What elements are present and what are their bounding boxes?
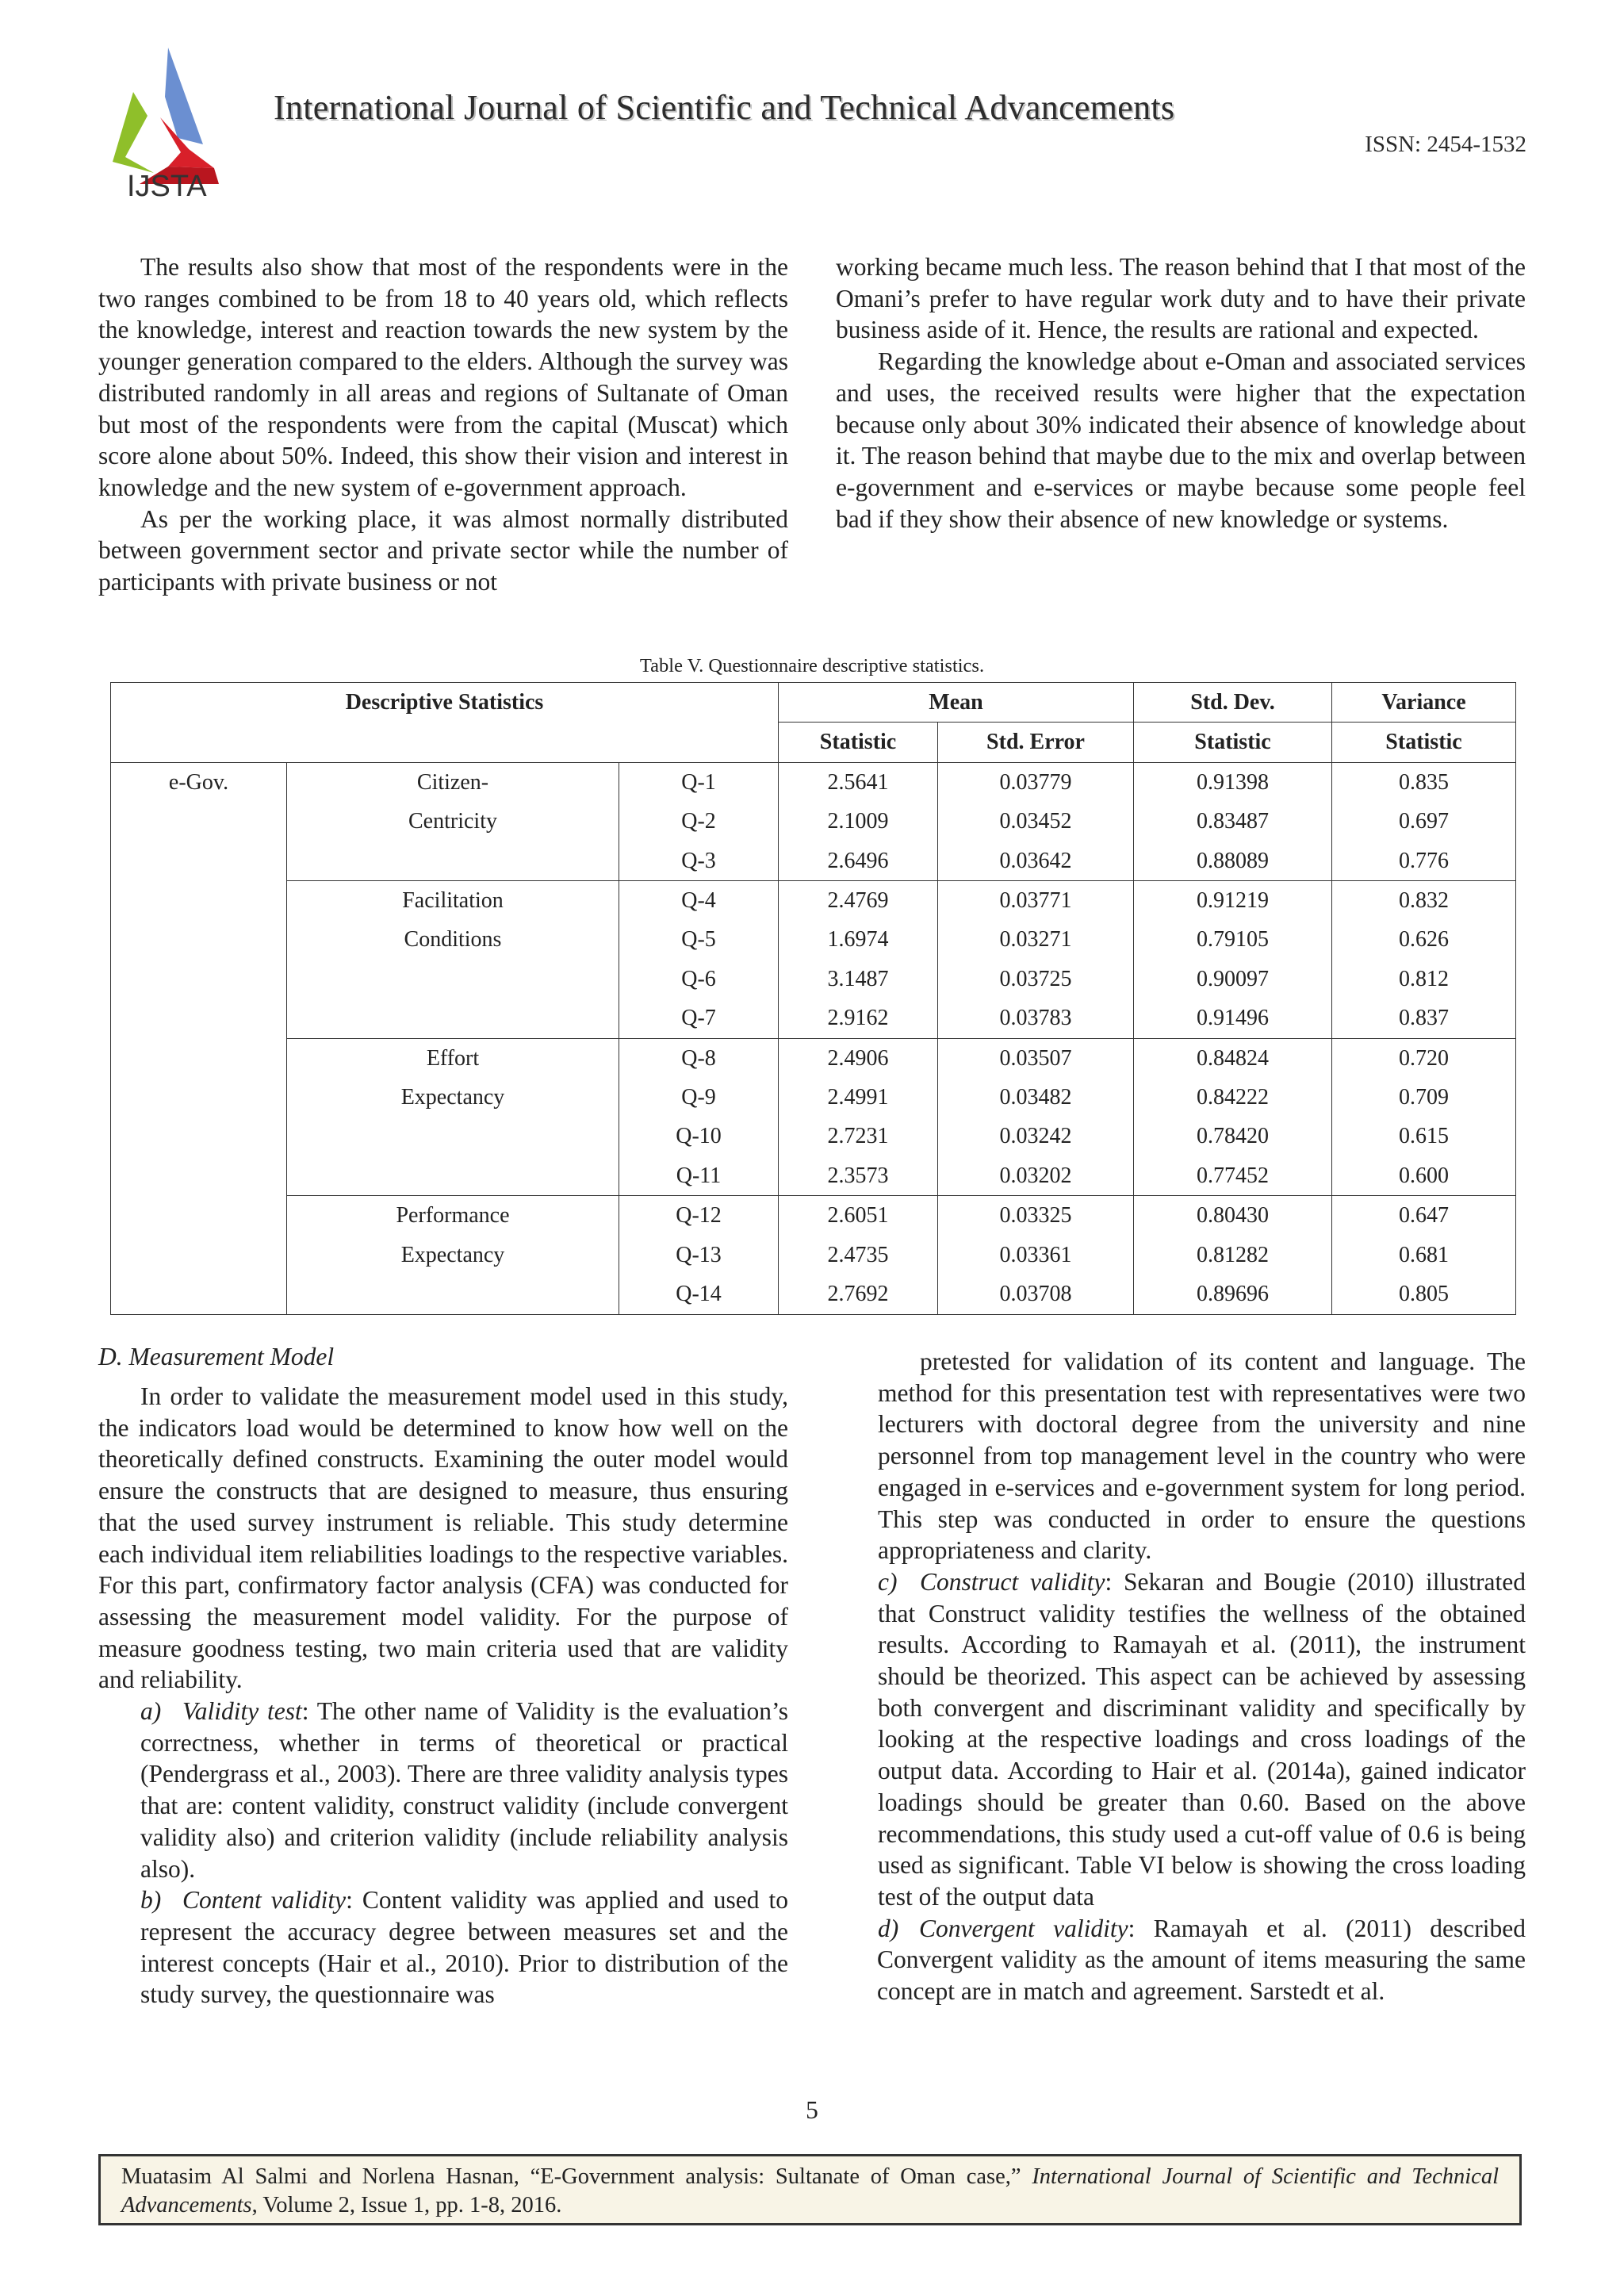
table-cell: 0.776 <box>1332 841 1516 881</box>
table-construct-cell <box>287 881 619 1039</box>
construct-name: Citizen- <box>416 769 489 795</box>
table-cell: 0.03507 <box>938 1038 1134 1078</box>
table-cell: 0.83487 <box>1134 802 1332 841</box>
list-item: a) Validity test: The other name of Validity is the evaluation’s correctness, whether in terms of theoretical or practical (Pendergrass et al., 2003). There are three validity analysis types that are: content validity, construct validity (include convergent validity also) and criterion validity (include reliability analysis also). <box>140 1697 789 1883</box>
table-cell: 0.681 <box>1332 1236 1516 1274</box>
paragraph: In order to validate the measurement model used in this study, the indicators load would be determined to know how well on the theoretically defined constructs. Examining the outer model would ensure the constructs that are designed to measure, thus ensuring that the used survey instrument is reliable. This study determine each individual item reliabilities loadings to the respective variables. For this part, confirmatory factor analysis (CFA) was conducted for assessing the measurement model validity. For the purpose of measure goodness testing, two main criteria used that are validity and reliability. <box>98 1382 788 1694</box>
table-cell: Q-13 <box>676 1242 722 1267</box>
table-cell: 0.03361 <box>938 1236 1134 1274</box>
descriptive-statistics-table <box>110 682 1516 1315</box>
construct-name: Expectancy <box>400 1085 505 1110</box>
table-cell: Q-5 <box>681 927 716 953</box>
table-header-mean: Mean <box>779 683 1134 723</box>
citation-footer: Muatasim Al Salmi and Norlena Hasnan, “E-Government analysis: Sultanate of Oman case,” International Journal of Scientific and Technical Advancements, Volume 2, Issue 1, pp. 1-8, 2016. <box>98 2154 1522 2225</box>
construct-name: Facilitation <box>402 888 504 914</box>
table-cell: 0.03202 <box>938 1156 1134 1196</box>
table-cell: 2.4769 <box>779 881 938 921</box>
table-cell: 0.720 <box>1332 1038 1516 1078</box>
table-cell: 0.84824 <box>1134 1038 1332 1078</box>
paragraph: As per the working place, it was almost normally distributed between government sector and private sector while the number of participants with private business or not <box>98 504 788 596</box>
intro-left-column <box>98 251 788 598</box>
table-cell: 0.647 <box>1332 1196 1516 1236</box>
construct-name: Expectancy <box>400 1242 505 1267</box>
table-cell: 2.9162 <box>779 999 938 1038</box>
table-caption: Table V. Questionnaire descriptive statistics. <box>639 655 985 677</box>
table-cell: 0.626 <box>1332 920 1516 959</box>
table-subheader: Statistic <box>779 723 938 762</box>
table-cell: 0.03242 <box>938 1117 1134 1156</box>
journal-title: International Journal of Scientific and Technical Advancements <box>274 88 1175 127</box>
table-cell: 1.6974 <box>779 920 938 959</box>
table-cell: 0.03642 <box>938 841 1134 881</box>
table-cell: 0.615 <box>1332 1117 1516 1156</box>
table-cell: 0.88089 <box>1134 841 1332 881</box>
table-header-descriptive: Descriptive Statistics <box>111 683 779 763</box>
table-cell: 0.03452 <box>938 802 1134 841</box>
table-cell: 2.1009 <box>779 802 938 841</box>
table-header-variance: Variance <box>1332 683 1516 723</box>
table-cell: Q-2 <box>681 809 716 834</box>
table-cell: 0.89696 <box>1134 1274 1332 1314</box>
table-cell: 0.91219 <box>1134 881 1332 921</box>
paragraph: working became much less. The reason behind that I that most of the Omani’s prefer to have regular work duty and to have their private business aside of it. Hence, the results are rational and expected. <box>836 253 1526 344</box>
table-cell: 2.3573 <box>779 1156 938 1196</box>
table-row <box>111 762 1516 802</box>
table-row <box>111 881 1516 921</box>
paragraph: Regarding the knowledge about e-Oman and associated services and uses, the received results were higher that the expectation because only about 30% indicated their absence of knowledge about it. The reason behind that maybe due to the mix and overlap between e-government and e-services or maybe because some people feel bad if they show their absence of new knowledge or systems. <box>836 347 1526 533</box>
table-cell: 0.600 <box>1332 1156 1516 1196</box>
table-subheader: Statistic <box>1332 723 1516 762</box>
issn: ISSN: 2454-1532 <box>1365 132 1526 157</box>
section-heading: D. Measurement Model <box>98 1343 335 1370</box>
table-cell: Q-9 <box>681 1085 716 1110</box>
page-number: 5 <box>806 2096 818 2124</box>
table-cell: Q-8 <box>619 1038 779 1078</box>
logo-text: IJSTA <box>127 170 207 203</box>
table-cell: Q-4 <box>619 881 779 921</box>
intro-right-column <box>836 251 1526 535</box>
table-cell: 2.6051 <box>779 1196 938 1236</box>
table-cell: 0.77452 <box>1134 1156 1332 1196</box>
table-cell: 0.837 <box>1332 999 1516 1038</box>
list-item-continued: pretested for validation of its content and language. The method for this presentation test with representatives were two lecturers with doctoral degree from the university and nine personnel from top management level in the country who were engaged in e-services and e-government system for long period. This step was conducted in order to ensure the questions appropriateness and clarity. <box>878 1347 1526 1565</box>
table-cell: 0.90097 <box>1134 960 1332 999</box>
table-cell: 0.805 <box>1332 1274 1516 1314</box>
table-cell: 0.709 <box>1332 1078 1516 1117</box>
section-left-column <box>98 1381 788 2010</box>
table-cell: Q-6 <box>681 966 716 991</box>
table-row <box>111 1196 1516 1236</box>
table-cell: 0.832 <box>1332 881 1516 921</box>
construct-name: Performance <box>396 1203 510 1228</box>
construct-name: Conditions <box>404 927 502 953</box>
table-cell: 0.03779 <box>938 762 1134 802</box>
table-cell: 2.7231 <box>779 1117 938 1156</box>
table-row <box>111 1038 1516 1078</box>
table-cell: 0.81282 <box>1134 1236 1332 1274</box>
table-cell: 0.812 <box>1332 960 1516 999</box>
table-cell: 0.697 <box>1332 802 1516 841</box>
table-cell: 0.78420 <box>1134 1117 1332 1156</box>
table-cell: 0.03708 <box>938 1274 1134 1314</box>
table-cell: 2.6496 <box>779 841 938 881</box>
table-cell: Q-10 <box>676 1124 722 1149</box>
table-cell: 2.4735 <box>779 1236 938 1274</box>
table-group-cell: e-Gov. <box>111 762 287 1314</box>
list-item: d) Convergent validity: Ramayah et al. (2011) described Convergent validity as the amount of items measuring the same concept are in match and agreement. Sarstedt et al. <box>877 1914 1526 2006</box>
table-body <box>111 762 1516 1314</box>
table-cell: 0.91496 <box>1134 999 1332 1038</box>
table-cell: 0.84222 <box>1134 1078 1332 1117</box>
table-cell: 0.03271 <box>938 920 1134 959</box>
table-construct-cell <box>287 1196 619 1314</box>
table-cell: 2.7692 <box>779 1274 938 1314</box>
construct-name: Centricity <box>408 809 497 834</box>
paragraph: The results also show that most of the respondents were in the two ranges combined to be from 18 to 40 years old, which reflects the knowledge, interest and reaction towards the new system by the younger generation compared to the elders. Although the survey was distributed randomly in all areas and regions of Sultanate of Oman but most of the respondents were from the capital (Muscat) which score alone about 50%. Indeed, this show their vision and interest in knowledge and the new system of e-government approach. <box>98 253 788 501</box>
table-cell: 0.80430 <box>1134 1196 1332 1236</box>
table-cell: Q-14 <box>619 1274 779 1314</box>
table-header-std-dev: Std. Dev. <box>1134 683 1332 723</box>
list-item: c) Construct validity: Sekaran and Bougie (2010) illustrated that Construct validity testifies the wellness of the obtained results. According to Ramayah et al. (2011), the instrument should be theorized. This aspect can be achieved by assessing both convergent and discriminant validity and specifically by looking at the respective loadings and cross loadings of the output data. According to Hair et al. (2014a), gained indicator loadings should be greater than 0.60. Based on the above recommendations, this study used a cut-off value of 0.6 is being used as significant. Table VI below is showing the cross loading test of the output data <box>878 1567 1526 1911</box>
table-cell: 0.03783 <box>938 999 1134 1038</box>
table-construct-cell <box>287 1038 619 1196</box>
table-subheader: Statistic <box>1134 723 1332 762</box>
table-subheader: Std. Error <box>938 723 1134 762</box>
table-cell: 2.4906 <box>779 1038 938 1078</box>
table-cell: 2.5641 <box>779 762 938 802</box>
table-cell: 0.03725 <box>938 960 1134 999</box>
table-cell: 0.03771 <box>938 881 1134 921</box>
table-cell: 0.835 <box>1332 762 1516 802</box>
table-cell: 0.79105 <box>1134 920 1332 959</box>
table-cell: Q-3 <box>681 848 716 873</box>
table-cell: 2.4991 <box>779 1078 938 1117</box>
list-item: b) Content validity: Content validity was applied and used to represent the accuracy degree between measures set and the interest concepts (Hair et al., 2010). Prior to distribution of the study survey, the questionnaire was <box>140 1886 788 2009</box>
table-construct-cell <box>287 762 619 880</box>
construct-name: Effort <box>426 1045 480 1071</box>
table-cell: 3.1487 <box>779 960 938 999</box>
table-cell: Q-11 <box>676 1163 722 1188</box>
table-cell: Q-7 <box>681 1006 716 1031</box>
section-right-column <box>836 1346 1526 2007</box>
table-cell: 0.03482 <box>938 1078 1134 1117</box>
table-cell: Q-1 <box>619 762 779 802</box>
table-cell: Q-12 <box>619 1196 779 1236</box>
table-cell: 0.91398 <box>1134 762 1332 802</box>
table-cell: 0.03325 <box>938 1196 1134 1236</box>
